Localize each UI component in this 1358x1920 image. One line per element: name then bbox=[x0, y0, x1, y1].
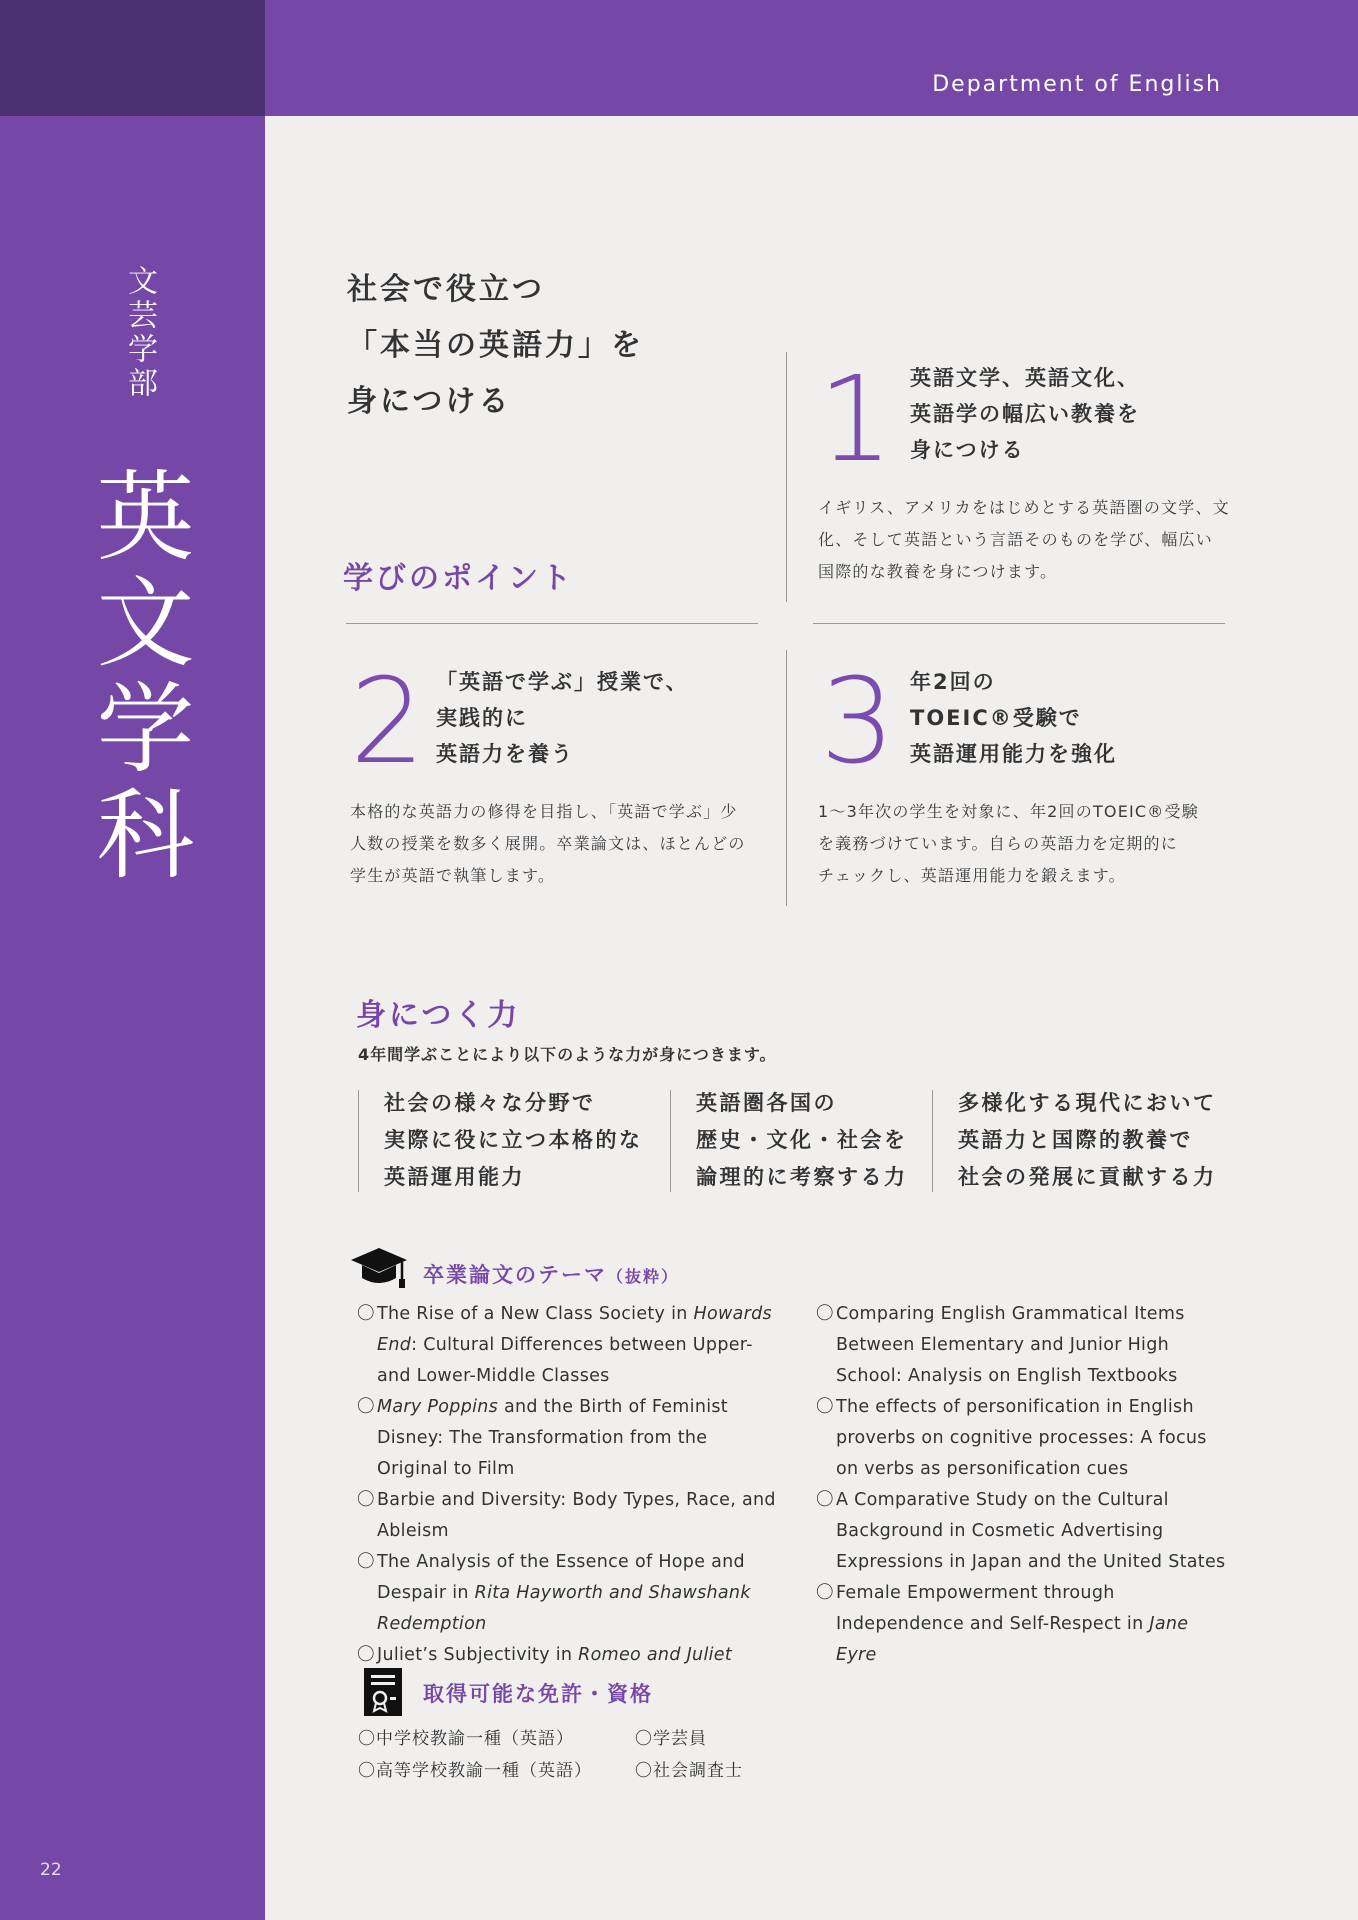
thesis-text: Juliet’s Subjectivity in bbox=[377, 1645, 579, 1665]
ability-line: 英語運用能力 bbox=[384, 1165, 525, 1189]
graduation-cap-icon bbox=[350, 1246, 408, 1292]
thesis-item bbox=[816, 1299, 1226, 1392]
point-body-line: 国際的な教養を身につけます。 bbox=[818, 562, 1058, 581]
point-title-2 bbox=[436, 664, 689, 772]
ability-line: 歴史・文化・社会を bbox=[696, 1128, 908, 1152]
point-title-line: TOEIC®受験で bbox=[910, 706, 1082, 730]
thesis-text: Female Empowerment through Independence and Self-Respect in bbox=[836, 1583, 1150, 1634]
point-body-line: 学生が英語で執筆します。 bbox=[350, 866, 556, 885]
abilities-intro: 4年間学ぶことにより以下のような力が身につきます。 bbox=[358, 1045, 777, 1064]
thesis-text: Barbie and Diversity: Body Types, Race, and Ableism bbox=[377, 1490, 776, 1541]
thesis-text: : Cultural Differences between Upper-and Lower-Middle Classes bbox=[377, 1335, 753, 1386]
ability-column-2 bbox=[696, 1085, 908, 1196]
thesis-work-title: Rita Hayworth and Shawshank Redemption bbox=[377, 1583, 751, 1634]
ability-line: 論理的に考察する力 bbox=[696, 1165, 908, 1189]
point-body-2 bbox=[350, 796, 746, 892]
thesis-item bbox=[357, 1640, 777, 1671]
thesis-list-right bbox=[816, 1299, 1226, 1671]
faculty-name: 文芸学部 bbox=[122, 265, 157, 401]
divider bbox=[786, 352, 787, 602]
ability-line: 社会の発展に貢献する力 bbox=[958, 1165, 1217, 1189]
divider bbox=[346, 623, 758, 624]
divider bbox=[670, 1090, 671, 1192]
bullet-mark: 〇 bbox=[816, 1397, 834, 1417]
point-body-line: チェックし、英語運用能力を鍛えます。 bbox=[818, 866, 1126, 885]
point-body-line: 人数の授業を数多く展開。卒業論文は、ほとんどの bbox=[350, 834, 746, 853]
headline-line: 社会で役立つ bbox=[347, 272, 545, 307]
ability-line: 多様化する現代において bbox=[958, 1091, 1217, 1115]
bullet-mark: 〇 bbox=[816, 1304, 834, 1324]
point-title-line: 「英語で学ぶ」授業で、 bbox=[436, 670, 689, 694]
point-title-line: 英語文学、英語文化、 bbox=[910, 366, 1140, 390]
bullet-mark: 〇 bbox=[357, 1397, 375, 1417]
thesis-item bbox=[357, 1547, 777, 1640]
point-number-3: 3 bbox=[820, 652, 896, 790]
thesis-work-title: Howards End bbox=[377, 1304, 772, 1355]
point-body-line: 1〜3年次の学生を対象に、年2回のTOEIC®受験 bbox=[818, 802, 1199, 821]
thesis-item bbox=[816, 1578, 1226, 1671]
thesis-text: A Comparative Study on the Cultural Background in Cosmetic Advertising Expressions in Japan and the United States bbox=[836, 1490, 1226, 1572]
ability-column-3 bbox=[958, 1085, 1217, 1196]
point-body-line: を義務づけています。自らの英語力を定期的に bbox=[818, 834, 1178, 853]
point-number-2: 2 bbox=[350, 652, 426, 790]
thesis-text: The effects of personification in English proverbs on cognitive processes: A focus on verbs as personification cues bbox=[836, 1397, 1207, 1479]
thesis-item bbox=[816, 1485, 1226, 1578]
page-headline bbox=[347, 262, 644, 430]
thesis-text: The Analysis of the Essence of Hope and Despair in bbox=[377, 1552, 745, 1603]
page-number: 22 bbox=[40, 1860, 62, 1880]
point-body-line: イギリス、アメリカをはじめとする英語圏の文学、文 bbox=[818, 498, 1230, 517]
department-english-label: Department of English bbox=[932, 72, 1222, 97]
divider bbox=[813, 623, 1225, 624]
thesis-item bbox=[357, 1299, 777, 1392]
ability-line: 社会の様々な分野で bbox=[384, 1091, 596, 1115]
certificate-icon bbox=[363, 1667, 403, 1717]
ability-column-1 bbox=[384, 1085, 643, 1196]
thesis-work-title: Romeo and Juliet bbox=[578, 1645, 732, 1665]
ability-line: 実際に役に立つ本格的な bbox=[384, 1128, 643, 1152]
thesis-work-title: Jane Eyre bbox=[836, 1614, 1189, 1665]
point-title-line: 英語学の幅広い教養を bbox=[910, 402, 1140, 426]
bullet-mark: 〇 bbox=[357, 1490, 375, 1510]
headline-line: 「本当の英語力」を bbox=[347, 328, 644, 363]
license-item: 〇社会調査士 bbox=[635, 1761, 743, 1781]
point-body-1 bbox=[818, 492, 1230, 588]
divider bbox=[932, 1090, 933, 1192]
headline-line: 身につける bbox=[347, 384, 512, 419]
point-title-line: 年2回の bbox=[910, 670, 996, 694]
ability-line: 英語圏各国の bbox=[696, 1091, 837, 1115]
thesis-heading bbox=[423, 1259, 679, 1289]
licenses-heading: 取得可能な免許・資格 bbox=[423, 1682, 653, 1706]
thesis-heading-title: 卒業論文のテーマ bbox=[423, 1263, 607, 1287]
point-body-line: 化、そして英語という言語そのものを学び、幅広い bbox=[818, 530, 1213, 549]
license-item: 〇高等学校教諭一種（英語） bbox=[358, 1761, 592, 1781]
bullet-mark: 〇 bbox=[816, 1490, 834, 1510]
point-number-1: 1 bbox=[818, 350, 894, 488]
bullet-mark: 〇 bbox=[357, 1304, 375, 1324]
license-item: 〇学芸員 bbox=[635, 1729, 707, 1749]
thesis-item bbox=[357, 1485, 777, 1547]
point-title-line: 実践的に bbox=[436, 706, 528, 730]
bullet-mark: 〇 bbox=[816, 1583, 834, 1603]
divider bbox=[358, 1090, 359, 1192]
thesis-text: The Rise of a New Class Society in bbox=[377, 1304, 694, 1324]
thesis-work-title: Mary Poppins bbox=[377, 1397, 499, 1417]
sidebar-top-block bbox=[0, 0, 265, 116]
point-title-line: 英語力を養う bbox=[436, 742, 574, 766]
bullet-mark: 〇 bbox=[357, 1552, 375, 1572]
thesis-item bbox=[357, 1392, 777, 1485]
ability-line: 英語力と国際的教養で bbox=[958, 1128, 1193, 1152]
abilities-heading: 身につく力 bbox=[356, 998, 521, 1033]
thesis-heading-note: （抜粋） bbox=[607, 1267, 680, 1286]
point-title-line: 英語運用能力を強化 bbox=[910, 742, 1117, 766]
point-body-line: 本格的な英語力の修得を目指し、「英語で学ぶ」少 bbox=[350, 802, 738, 821]
thesis-item bbox=[816, 1392, 1226, 1485]
bullet-mark: 〇 bbox=[357, 1645, 375, 1665]
divider bbox=[786, 650, 787, 906]
thesis-text: and the Birth of Feminist Disney: The Transformation from the Original to Film bbox=[377, 1397, 728, 1479]
point-title-line: 身につける bbox=[910, 438, 1025, 462]
header-band bbox=[265, 0, 1358, 116]
thesis-text: Comparing English Grammatical Items Between Elementary and Junior High School: Analysis on English Textbooks bbox=[836, 1304, 1185, 1386]
point-title-1 bbox=[910, 360, 1140, 468]
license-item: 〇中学校教諭一種（英語） bbox=[358, 1729, 574, 1749]
point-title-3 bbox=[910, 664, 1117, 772]
points-heading: 学びのポイント bbox=[343, 561, 574, 596]
point-body-3 bbox=[818, 796, 1199, 892]
department-name: 英文学科 bbox=[80, 465, 194, 889]
thesis-list-left bbox=[357, 1299, 777, 1671]
